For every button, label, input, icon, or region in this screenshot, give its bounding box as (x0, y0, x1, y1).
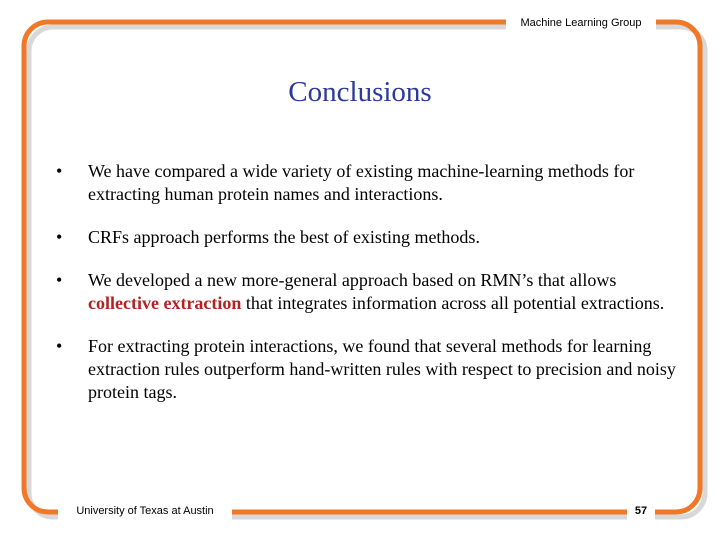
bullet-list (56, 160, 676, 424)
bullet-dot-icon: • (56, 161, 63, 181)
bullet-highlight: collective extraction (88, 293, 242, 313)
bullet-item-2 (56, 226, 676, 249)
bullet-text-after: that integrates information across all potential extractions. (241, 293, 665, 313)
bullet-text: For extracting protein interactions, we found that several methods for learning extraction rules outperform hand-written rules with respect to precision and noisy protein tags. (88, 336, 676, 402)
bullet-item-4 (56, 335, 676, 404)
bullet-text-before: We developed a new more-general approach based on RMN’s that allows (88, 270, 617, 290)
slide-title: Conclusions (288, 76, 432, 108)
footer-organization: University of Texas at Austin (58, 502, 232, 520)
bullet-item-3 (56, 269, 676, 315)
bullet-text: We have compared a wide variety of existing machine-learning methods for extracting human protein names and interactions. (88, 161, 635, 204)
bullet-dot-icon: • (56, 270, 63, 290)
bullet-dot-icon: • (56, 227, 63, 247)
header-group-label: Machine Learning Group (506, 14, 656, 32)
page-number: 57 (627, 502, 655, 520)
bullet-item-1 (56, 160, 676, 206)
bullet-text: CRFs approach performs the best of existing methods. (88, 227, 480, 247)
bullet-dot-icon: • (56, 336, 63, 356)
